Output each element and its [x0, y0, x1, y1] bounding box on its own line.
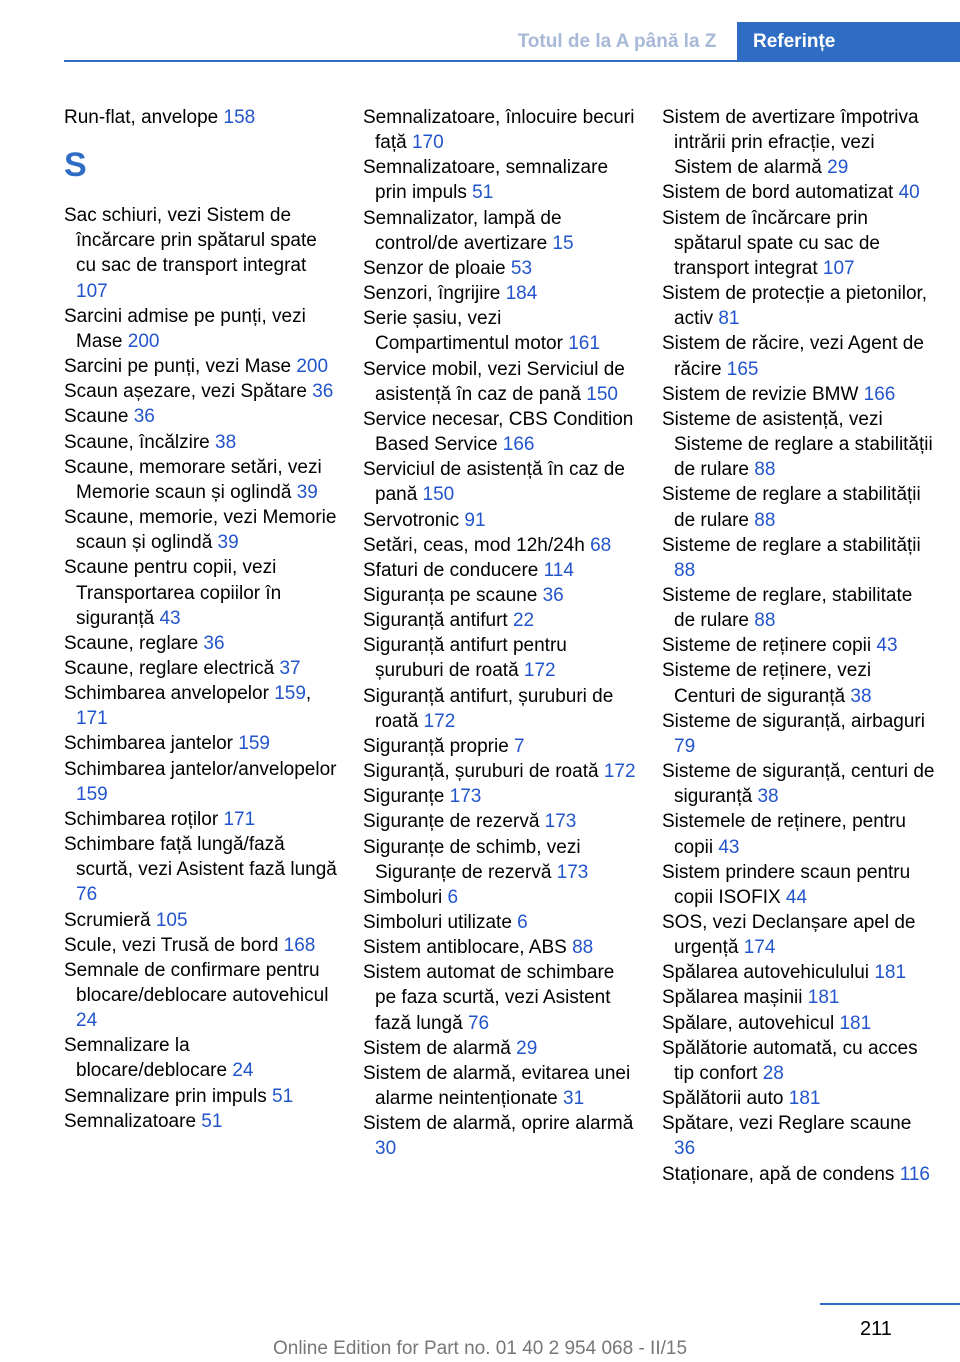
index-term: Sistem de încărcare prin spătarul spate cu sac de transport integrat — [662, 207, 880, 279]
page-link[interactable]: 107 — [76, 280, 108, 302]
index-term: Scaune, memorie, vezi Memorie scaun și oglindă — [64, 507, 337, 554]
page-link[interactable]: 6 — [517, 912, 528, 933]
page-link[interactable]: 51 — [472, 182, 494, 204]
page-link[interactable]: 171 — [76, 708, 108, 730]
index-entry — [662, 407, 937, 482]
index-entry — [64, 757, 339, 807]
page-link[interactable]: 40 — [898, 182, 920, 204]
page-link[interactable]: 6 — [447, 886, 459, 908]
index-entry — [662, 985, 937, 1010]
index-term: Scaun așezare, vezi Spătare — [64, 381, 313, 403]
index-term: Semnalizare prin impuls — [64, 1085, 273, 1107]
page-header — [0, 0, 960, 62]
index-entry — [64, 105, 339, 130]
index-entry — [363, 885, 638, 910]
index-term: Semnalizatoare, înlocuire becuri față — [363, 107, 635, 154]
index-term: SOS, vezi Declanșare apel de urgență — [662, 912, 916, 959]
page-link[interactable]: 7 — [514, 735, 525, 757]
index-term: Simboluri utilizate — [363, 912, 518, 933]
page-link[interactable]: 150 — [422, 484, 455, 506]
page-link[interactable]: 38 — [757, 786, 779, 808]
index-entry — [662, 1036, 937, 1086]
page-link[interactable]: 39 — [296, 481, 318, 503]
page-link[interactable]: 43 — [718, 836, 740, 858]
index-term: Semnalizatoare, semnalizare prin impuls — [363, 157, 609, 204]
index-entry — [662, 1086, 937, 1111]
page-link[interactable]: 22 — [512, 610, 535, 632]
index-entry — [662, 533, 937, 583]
index-entry — [64, 203, 339, 304]
index-term: Semnalizatoare — [64, 1110, 202, 1132]
index-entry — [363, 759, 638, 784]
index-term: Siguranță proprie — [363, 735, 515, 757]
page-link[interactable]: 68 — [590, 534, 612, 556]
index-term: Sistem prindere scaun pentru copii ISOFIX — [662, 861, 911, 908]
index-entry — [64, 455, 339, 505]
index-entry — [662, 482, 937, 532]
index-entry — [363, 608, 638, 633]
index-entry — [662, 633, 937, 658]
index-term: Sfaturi de conducere — [363, 559, 544, 581]
index-entry — [662, 1011, 937, 1036]
page-link[interactable]: 158 — [223, 107, 256, 128]
index-term: Spălare, autovehicul — [662, 1012, 840, 1034]
page-link[interactable]: 43 — [159, 607, 181, 629]
index-term: Spălătorii auto — [662, 1088, 789, 1110]
index-entry — [64, 1109, 339, 1134]
index-term: Semnale de confirmare pentru blocare/deblocare autovehicul — [64, 959, 329, 1006]
index-entry — [64, 1084, 339, 1109]
index-entry — [64, 505, 339, 555]
page-link[interactable]: 174 — [743, 937, 776, 959]
index-term: Scaune — [64, 406, 134, 428]
index-entry — [363, 910, 638, 935]
page-link[interactable]: 51 — [272, 1085, 294, 1107]
index-entry — [662, 658, 937, 708]
edition-footer: Online Edition for Part no. 01 40 2 954 068 - II/15 — [272, 1338, 688, 1359]
page-link[interactable]: 159 — [76, 783, 108, 805]
index-term: Sistemele de reținere, pentru copii — [662, 811, 906, 858]
index-entry — [64, 1033, 339, 1083]
index-entry — [64, 404, 339, 429]
index-entry — [662, 583, 937, 633]
index-term: Spălarea mașinii — [662, 987, 808, 1009]
index-term: Sistem de avertizare împotriva intrării prin efracție, vezi Sistem de alarmă — [662, 107, 919, 179]
page-link[interactable]: 43 — [876, 635, 898, 657]
index-entry — [64, 430, 339, 455]
index-entry — [363, 935, 638, 960]
footer-rule — [820, 1303, 960, 1305]
index-entry — [363, 633, 638, 683]
index-term: Servotronic — [363, 509, 465, 531]
page-link[interactable]: 51 — [201, 1110, 223, 1132]
index-separator: , — [305, 683, 312, 705]
index-term: Sarcini pe punți, vezi Mase — [64, 356, 297, 378]
index-entry — [363, 508, 638, 533]
page-link[interactable]: 88 — [754, 459, 776, 481]
index-term: Scaune pentru copii, vezi Transportarea copiilor în siguranță — [64, 557, 282, 629]
index-entry — [64, 731, 339, 756]
index-entry — [662, 910, 937, 960]
index-entry — [662, 1162, 937, 1187]
index-entry — [64, 354, 339, 379]
index-term: Schimbarea roților — [64, 808, 224, 830]
index-term: Siguranță, șuruburi de roată — [363, 761, 604, 783]
index-term: Spălarea autovehiculului — [662, 962, 875, 984]
page-link[interactable]: 173 — [449, 786, 482, 808]
index-entry — [363, 784, 638, 809]
index-column-2 — [363, 105, 638, 1162]
page-link[interactable]: 170 — [411, 132, 444, 154]
index-entry — [363, 583, 638, 608]
index-entry — [662, 105, 937, 180]
index-entry — [662, 1111, 937, 1161]
index-entry — [662, 180, 937, 205]
page-link[interactable]: 53 — [510, 257, 533, 279]
page-link[interactable]: 181 — [839, 1012, 872, 1034]
index-term: Schimbarea jantelor — [64, 733, 239, 755]
page-link[interactable]: 15 — [552, 232, 574, 254]
index-entry — [363, 734, 638, 759]
section-tab-references[interactable]: Referințe — [737, 22, 960, 62]
index-term: Siguranță antifurt — [363, 610, 513, 632]
page-link[interactable]: 159 — [238, 733, 270, 755]
page-link[interactable]: 181 — [874, 962, 907, 984]
index-entry — [662, 206, 937, 281]
index-term: Schimbare față lungă/fază scurtă, vezi Asistent fază lungă — [64, 834, 337, 881]
index-entry — [64, 631, 339, 656]
page-link[interactable]: 181 — [788, 1088, 821, 1110]
page-number: 211 — [860, 1318, 892, 1340]
index-term: Scrumieră — [64, 909, 156, 931]
page-link[interactable]: 150 — [586, 383, 618, 405]
index-term: Sisteme de reținere, vezi Centuri de siguranță — [662, 660, 872, 707]
index-term: Sistem antiblocare, ABS — [363, 937, 573, 959]
index-term: Siguranță antifurt pentru șuruburi de roată — [363, 635, 567, 682]
index-term: Run-flat, anvelope — [64, 107, 224, 128]
page-link[interactable]: 166 — [863, 383, 896, 405]
page-link[interactable]: 79 — [674, 735, 696, 757]
page-link[interactable]: 39 — [217, 532, 239, 554]
index-entry — [64, 908, 339, 933]
index-term: Schimbarea anvelopelor — [64, 683, 275, 705]
index-entry — [363, 155, 638, 205]
index-term: Simboluri — [363, 886, 448, 908]
index-entry — [64, 681, 339, 731]
page-link[interactable]: 24 — [232, 1060, 254, 1082]
index-entry — [662, 709, 937, 759]
index-term: Sistem de răcire, vezi Agent de răcire — [662, 333, 924, 380]
page-link[interactable]: 88 — [572, 937, 594, 959]
page-link[interactable]: 36 — [133, 406, 155, 428]
page-link[interactable]: 88 — [754, 509, 776, 531]
page-link[interactable]: 168 — [283, 934, 316, 956]
index-entry — [363, 835, 638, 885]
page-link[interactable]: 114 — [543, 559, 574, 581]
index-column-1 — [64, 105, 339, 1134]
index-term: Schimbarea jantelor/anvelopelor — [64, 758, 337, 780]
index-term: Sisteme de reținere copii — [662, 635, 877, 657]
page-link[interactable]: 161 — [568, 333, 600, 355]
index-term: Siguranțe de rezervă — [363, 811, 545, 833]
index-term: Staționare, apă de condens — [662, 1163, 900, 1185]
index-entry — [363, 1036, 638, 1061]
page-link[interactable]: 81 — [718, 308, 740, 330]
index-entry — [64, 807, 339, 832]
index-entry — [363, 281, 638, 306]
index-letter-heading: S — [64, 146, 87, 185]
index-term: Scule, vezi Trusă de bord — [64, 934, 284, 956]
page-link[interactable]: 200 — [127, 330, 160, 352]
index-entry — [662, 809, 937, 859]
page-link[interactable]: 36 — [674, 1138, 696, 1160]
index-term: Senzori, îngrijire — [363, 283, 506, 305]
page-link[interactable]: 36 — [542, 584, 564, 606]
page-link[interactable]: 107 — [822, 257, 855, 279]
index-entry — [363, 809, 638, 834]
index-term: Sisteme de reglare, stabilitate de rulare — [662, 584, 913, 632]
index-entry — [363, 306, 638, 356]
index-entry — [363, 533, 638, 558]
index-term: Senzor de ploaie — [363, 257, 511, 279]
index-term: Scaune, memorare setări, vezi Memorie scaun și oglindă — [64, 456, 322, 503]
index-term: Sistem de bord automatizat — [662, 182, 899, 204]
index-entry — [64, 958, 339, 1033]
page-link[interactable]: 159 — [274, 683, 306, 705]
index-term: Spălătorie automată, cu acces tip confort — [662, 1037, 918, 1084]
index-entry — [662, 281, 937, 331]
index-entry — [64, 832, 339, 907]
page-link[interactable]: 173 — [544, 811, 577, 833]
index-entry — [363, 407, 638, 457]
index-entry — [64, 379, 339, 404]
index-term: Sistem automat de schimbare pe faza scurtă, vezi Asistent fază lungă — [363, 962, 615, 1034]
page-link[interactable]: 37 — [279, 657, 301, 679]
index-entry — [662, 960, 937, 985]
header-rule — [64, 60, 960, 62]
index-term: Setări, ceas, mod 12h/24h — [363, 534, 591, 556]
page-link[interactable]: 171 — [223, 808, 256, 830]
index-entry — [662, 331, 937, 381]
index-term: Siguranțe de schimb, vezi Siguranțe de rezervă — [363, 836, 581, 883]
page-link[interactable]: 105 — [155, 909, 188, 931]
index-entry — [64, 304, 339, 354]
index-term: Sac schiuri, vezi Sistem de încărcare prin spătarul spate cu sac de transport integrat — [64, 205, 317, 277]
page-link[interactable]: 36 — [312, 381, 334, 403]
index-term: Sisteme de reglare a stabilității — [662, 534, 921, 556]
page-link[interactable]: 30 — [375, 1138, 397, 1160]
index-term: Sisteme de reglare a stabilității de rulare — [662, 484, 921, 531]
index-term: Sisteme de siguranță, centuri de siguranță — [662, 761, 935, 808]
index-entry — [363, 457, 638, 507]
index-term: Service mobil, vezi Serviciul de asistență în caz de pană — [363, 358, 625, 405]
index-entry — [64, 555, 339, 630]
index-entry — [363, 960, 638, 1035]
index-entry — [363, 256, 638, 281]
page-link[interactable]: 44 — [785, 886, 808, 908]
index-entry — [363, 357, 638, 407]
page-link[interactable]: 36 — [203, 632, 225, 654]
section-tab-a-to-z[interactable]: Totul de la A până la Z — [517, 31, 717, 52]
index-term: Semnalizator, lampă de control/de avertizare — [363, 207, 562, 254]
index-term: Siguranța pe scaune — [363, 584, 543, 606]
page-link[interactable]: 76 — [467, 1012, 490, 1034]
index-term: Sisteme de siguranță, airbaguri — [662, 710, 925, 732]
index-term: Sistem de alarmă, oprire alarmă — [363, 1113, 634, 1135]
index-entry — [64, 656, 339, 681]
index-entry — [662, 860, 937, 910]
index-term: Scaune, încălzire — [64, 431, 216, 453]
index-term: Serie șasiu, vezi Compartimentul motor — [363, 308, 569, 355]
index-term: Serviciul de asistență în caz de pană — [363, 459, 625, 506]
index-term: Scaune, reglare electrică — [64, 657, 280, 679]
page-link[interactable]: 166 — [502, 434, 535, 456]
index-term: Sisteme de asistență, vezi Sisteme de reglare a stabilității de rulare — [662, 408, 933, 481]
page-link[interactable]: 116 — [899, 1163, 930, 1185]
index-column-3 — [662, 105, 937, 1187]
index-term: Semnalizare la blocare/deblocare — [64, 1035, 233, 1082]
page-link[interactable]: 172 — [523, 660, 556, 682]
page-link[interactable]: 24 — [76, 1010, 98, 1032]
page-link[interactable]: 76 — [76, 884, 98, 906]
index-entry — [363, 558, 638, 583]
index-term: Service necesar, CBS Condition Based Service — [363, 408, 634, 456]
page-link[interactable]: 28 — [762, 1062, 784, 1084]
page-link[interactable]: 172 — [423, 710, 456, 732]
index-term: Spătare, vezi Reglare scaune — [662, 1113, 912, 1135]
index-entry — [363, 206, 638, 256]
index-term: Scaune, reglare — [64, 632, 204, 654]
page-link[interactable]: 38 — [850, 685, 872, 707]
index-entry — [662, 382, 937, 407]
page-link[interactable]: 88 — [674, 559, 696, 581]
page-link[interactable]: 181 — [807, 987, 840, 1009]
index-entry — [662, 759, 937, 809]
page-link[interactable]: 91 — [464, 509, 486, 531]
page-link[interactable]: 31 — [563, 1088, 585, 1110]
index-entry — [64, 933, 339, 958]
index-term: Sistem de alarmă, evitarea unei alarme neintenționate — [363, 1062, 631, 1110]
index-term: Siguranțe — [363, 786, 450, 808]
index-term: Siguranță antifurt, șuruburi de roată — [363, 685, 614, 732]
page-link[interactable]: 38 — [215, 431, 237, 453]
page-link[interactable]: 29 — [516, 1037, 538, 1059]
index-entry — [363, 684, 638, 734]
index-term: Sistem de revizie BMW — [662, 383, 864, 405]
index-term: Sistem de alarmă — [363, 1037, 517, 1059]
index-entry — [363, 1061, 638, 1111]
page-link[interactable]: 200 — [296, 356, 329, 378]
page-link[interactable]: 88 — [754, 610, 776, 632]
page-link[interactable]: 29 — [827, 157, 849, 179]
page-link[interactable]: 173 — [556, 861, 589, 883]
index-term: Sistem de protecție a pietonilor, activ — [662, 283, 928, 330]
index-term: Sarcini admise pe punți, vezi Mase — [64, 305, 306, 352]
index-entry — [363, 1111, 638, 1161]
page-link[interactable]: 184 — [505, 283, 538, 305]
page-link[interactable]: 172 — [603, 761, 636, 783]
index-entry — [363, 105, 638, 155]
page-link[interactable]: 165 — [726, 358, 759, 380]
